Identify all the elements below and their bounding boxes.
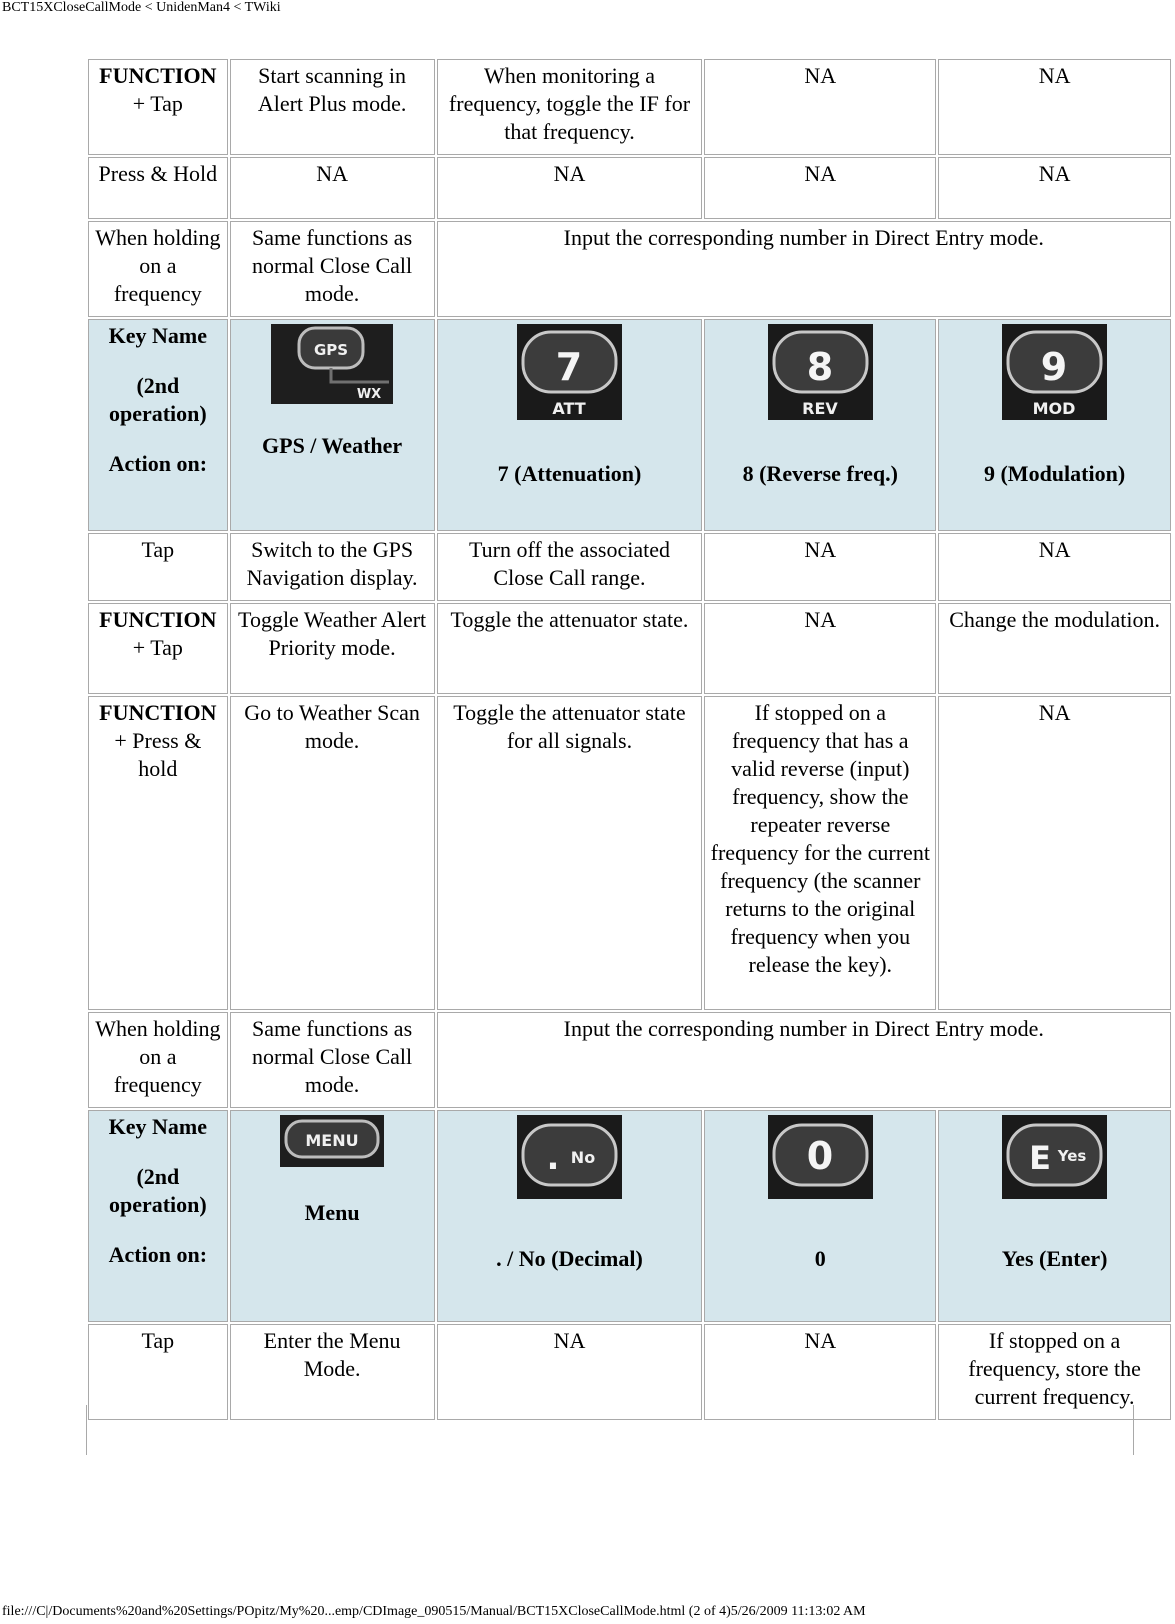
svg-text:9: 9 [1040,345,1068,389]
action-cell: When holding on a frequency [88,1012,228,1108]
key-cell [230,319,435,531]
svg-text:7: 7 [555,345,583,389]
key-header-row [88,1110,1171,1322]
key-7-att-icon [517,324,622,420]
key-name-label: Key Name [108,1114,208,1139]
table-cell: If stopped on a frequency, store the current frequency. [938,1324,1171,1420]
svg-text:ATT: ATT [552,399,586,418]
table-cell-merged: Input the corresponding number in Direct Entry mode. [437,221,1171,317]
key-cell [938,319,1171,531]
table-continuation [86,1405,1134,1455]
key-9-mod-icon [1002,324,1107,420]
key-8-rev-icon [768,324,873,420]
table-cell: Toggle Weather Alert Priority mode. [230,603,435,694]
table-row [88,221,1171,317]
page-footer-path: file:///C|/Documents%20and%20Settings/POpitz/My%20...emp/CDImage_090515/Manual/BCT15XCloseCallMode.html (2 of 4)5/26/2009 11:13:02 AM [2,1604,866,1619]
table-cell: If stopped on a frequency that has a valid reverse (input) frequency, show the repeater reverse frequency for the current frequency (the scanner returns to the original frequency when you release the key). [704,696,936,1010]
table-row [88,59,1171,155]
key-0-icon [768,1115,873,1199]
key-cell [437,1110,703,1322]
action-cell [88,696,228,1010]
action-cell: Tap [88,533,228,601]
svg-text:0: 0 [806,1134,834,1178]
enter-yes-key-icon [1002,1115,1107,1199]
key-label: 8 (Reverse freq.) [742,461,898,486]
svg-text:Yes: Yes [1057,1147,1087,1165]
table-cell: NA [437,1324,703,1420]
action-cell: Tap [88,1324,228,1420]
table-cell: Toggle the attenuator state for all signals. [437,696,703,1010]
key-cell [938,1110,1171,1322]
table-cell: NA [437,157,703,219]
action-on-label: Action on: [108,451,208,476]
table-cell: NA [704,533,936,601]
svg-text:.: . [546,1138,560,1178]
key-cell [704,1110,936,1322]
action-cell: Press & Hold [88,157,228,219]
key-header-cell [88,319,228,531]
table-cell: NA [704,59,936,155]
key-label: 0 [814,1246,826,1271]
table-cell: NA [704,603,936,694]
gps-weather-key-icon [271,324,393,404]
table-cell: NA [938,696,1171,1010]
key-cell [704,319,936,531]
key-label: 9 (Modulation) [983,461,1126,486]
key-header-cell [88,1110,228,1322]
key-label: Menu [304,1200,360,1225]
svg-text:MOD: MOD [1032,399,1076,418]
svg-text:WX: WX [356,387,382,402]
table-cell: Turn off the associated Close Call range. [437,533,703,601]
svg-text:MENU: MENU [305,1131,359,1150]
table-cell: NA [704,1324,936,1420]
menu-key-icon [280,1115,384,1167]
table-cell: When monitoring a frequency, toggle the IF for that frequency. [437,59,703,155]
action-cell [88,603,228,694]
action-label-bold: FUNCTION [99,607,217,632]
action-label-bold: FUNCTION [99,700,217,725]
action-label: + Tap [132,635,183,660]
second-operation-label: (2nd operation) [108,373,207,426]
svg-text:REV: REV [801,399,838,418]
table-row [88,696,1171,1010]
action-label-bold: FUNCTION [99,63,217,88]
table-row [88,603,1171,694]
key-cell [437,319,703,531]
table-row [88,533,1171,601]
key-label: 7 (Attenuation) [497,461,642,486]
key-name-label: Key Name [108,323,208,348]
table-cell: Same functions as normal Close Call mode. [230,1012,435,1108]
action-cell: When holding on a frequency [88,221,228,317]
action-on-label: Action on: [108,1242,208,1267]
action-cell [88,59,228,155]
action-label: + Press & hold [114,728,202,781]
table-row [88,157,1171,219]
decimal-no-key-icon [517,1115,622,1199]
key-header-row [88,319,1171,531]
table-cell: NA [704,157,936,219]
page-header-title: BCT15XCloseCallMode < UnidenMan4 < TWiki [2,0,281,15]
svg-text:E: E [1029,1139,1052,1177]
key-function-table [86,57,1173,1422]
table-cell: NA [230,157,435,219]
table-cell: Toggle the attenuator state. [437,603,703,694]
key-label: GPS / Weather [262,433,403,458]
table-cell: NA [938,533,1171,601]
key-label: . / No (Decimal) [496,1246,643,1271]
table-cell: Switch to the GPS Navigation display. [230,533,435,601]
svg-text:No: No [570,1148,596,1167]
second-operation-label: (2nd operation) [108,1164,207,1217]
key-label: Yes (Enter) [1001,1246,1108,1271]
key-cell [230,1110,435,1322]
table-cell: Same functions as normal Close Call mode. [230,221,435,317]
svg-text:8: 8 [806,345,834,389]
table-cell: Enter the Menu Mode. [230,1324,435,1420]
action-label: + Tap [132,91,183,116]
table-cell: Start scanning in Alert Plus mode. [230,59,435,155]
table-cell: Change the modulation. [938,603,1171,694]
table-cell: NA [938,157,1171,219]
table-cell: Go to Weather Scan mode. [230,696,435,1010]
table-cell: NA [938,59,1171,155]
table-row [88,1012,1171,1108]
table-cell-merged: Input the corresponding number in Direct Entry mode. [437,1012,1171,1108]
svg-text:GPS: GPS [314,341,349,359]
